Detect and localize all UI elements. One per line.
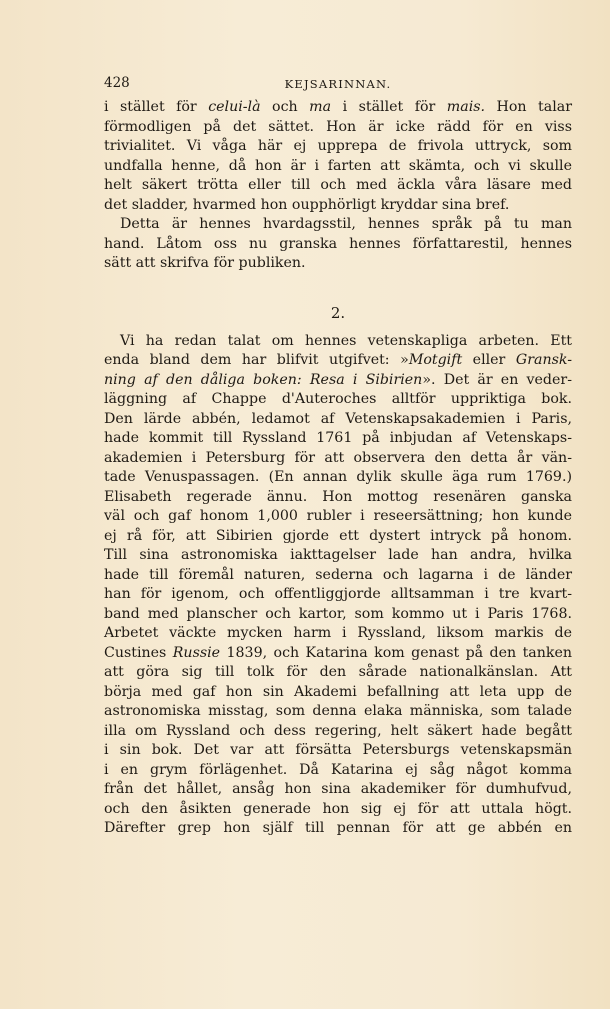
text-line [104,722,572,742]
paragraph-block-2 [104,332,572,839]
text-line [104,410,572,430]
text-line [104,429,572,449]
text-run: hade till föremål naturen, sederna och lagarna i de länder [104,566,572,583]
text-line [104,624,572,644]
text-line [104,157,572,177]
italic-text: Motgift [408,352,463,368]
text-line [104,780,572,800]
text-line [104,176,572,196]
running-title: KEJSARINNAN. [284,77,392,91]
text-run: sätt att skrifva för publiken. [104,255,306,271]
text-run: från det hållet, ansåg hon sina akademiker för dumhufvud, [104,781,572,797]
text-run: ej rå för, att Sibirien gjorde ett dystert intryck på honom. [104,527,572,544]
text-line [104,371,572,391]
page-header [104,75,572,95]
text-line [104,644,572,664]
text-line [104,488,572,508]
text-run: eller [462,352,516,368]
text-run: i sin bok. Det var att försätta Petersburgs vetenskapsmän [104,742,572,758]
text-line [104,761,572,781]
text-line [104,605,572,625]
body-text [104,98,572,839]
text-run: börja med gaf hon sin Akademi befallning att leta upp de [104,683,572,700]
section-number: 2. [330,303,346,322]
text-line [104,800,572,820]
text-run: enda bland dem har blifvit utgifvet: » [104,352,409,368]
paragraph-block-1 [104,98,572,274]
italic-text: ma [309,99,332,115]
text-run: Elisabeth regerade ännu. Hon mottog resenären ganska [104,488,572,505]
text-line [104,468,572,488]
text-line [104,585,572,605]
text-run: Den lärde abbén, ledamot af Vetenskapsakademien i Paris, [104,410,572,427]
text-line [104,507,572,527]
text-run: helt säkert trötta eller till och med äckla våra läsare med [104,177,572,193]
text-run: i en grym förlägenhet. Då Katarina ej såg något komma [104,761,572,778]
text-line [104,98,572,118]
text-run: hand. Låtom oss nu granska hennes författarestil, hennes [104,235,572,252]
text-run: hade kommit till Ryssland 1761 på inbjudan af Vetenskaps- [104,430,572,446]
text-line [104,196,572,216]
text-run: och [260,99,310,115]
text-line [104,819,572,839]
text-run: väl och gaf honom 1,000 rubler i reseersättning; hon kunde [104,508,572,524]
text-run: ». Det är en veder- [422,371,572,388]
text-run: förmodligen på det sättet. Hon är icke rädd för en viss [104,118,572,135]
text-run: tade Venuspassagen. (En annan dylik skulle äga rum 1769.) [104,469,572,485]
text-line [104,527,572,547]
text-line [104,332,572,352]
italic-text: mais. [446,99,486,115]
text-run: Detta är hennes hvardagsstil, hennes språk på tu man [120,216,572,232]
text-run: Arbetet väckte mycken harm i Ryssland, liksom markis de [104,625,572,641]
text-run: Custines [104,644,173,661]
text-line [104,351,572,371]
text-line [104,254,572,274]
italic-text: Russie [172,644,221,661]
text-run: akademien i Petersburg för att observera den detta år vän- [104,449,572,466]
text-line [104,235,572,255]
text-run: det sladder, hvarmed hon oupphörligt kryddar sina bref. [104,196,510,213]
text-run: i stället för [331,99,447,115]
text-run: 1839, och Katarina kom genast på den tanken [220,644,572,661]
text-line [104,390,572,410]
text-line [104,137,572,157]
italic-text: Gransk- [515,352,573,368]
text-run: Till sina astronomiska iakttagelser lade han andra, hvilka [104,547,572,563]
page-number: 428 [104,75,130,91]
italic-text: ning af den dåliga boken: Resa i Sibirien [104,371,423,388]
text-run: läggning af Chappe d'Auteroches alltför uppriktiga bok. [104,391,572,407]
text-line [104,118,572,138]
text-run: i stället för [104,99,209,115]
text-run: astronomiska misstag, som denna elaka människa, som talade [104,703,572,719]
text-line [104,449,572,469]
text-run: att göra sig till tolk för den sårade nationalkänslan. Att [104,664,572,680]
text-run: illa om Ryssland och dess regering, helt säkert hade begått [104,722,572,739]
text-run: undfalla henne, då hon är i farten att skämta, och vi skulle [104,157,572,174]
text-line [104,683,572,703]
text-line [104,741,572,761]
text-run: band med planscher och kartor, som kommo ut i Paris 1768. [104,605,572,622]
text-line [104,663,572,683]
text-line [104,215,572,235]
italic-text: celui-là [208,99,261,115]
text-run: han för igenom, och offentliggjorde alltsamman i tre kvart- [104,586,572,602]
text-run: Hon talar [485,99,572,115]
text-run: Därefter grep hon själf till pennan för att ge abbén en [104,820,572,836]
text-run: trivialitet. Vi våga här ej upprepa de frivola uttryck, som [104,138,572,154]
text-line [104,546,572,566]
text-line [104,566,572,586]
text-run: och den åsikten generade hon sig ej för att uttala högt. [104,800,572,817]
text-line [104,702,572,722]
text-run: Vi ha redan talat om hennes vetenskapliga arbeten. Ett [120,332,572,349]
